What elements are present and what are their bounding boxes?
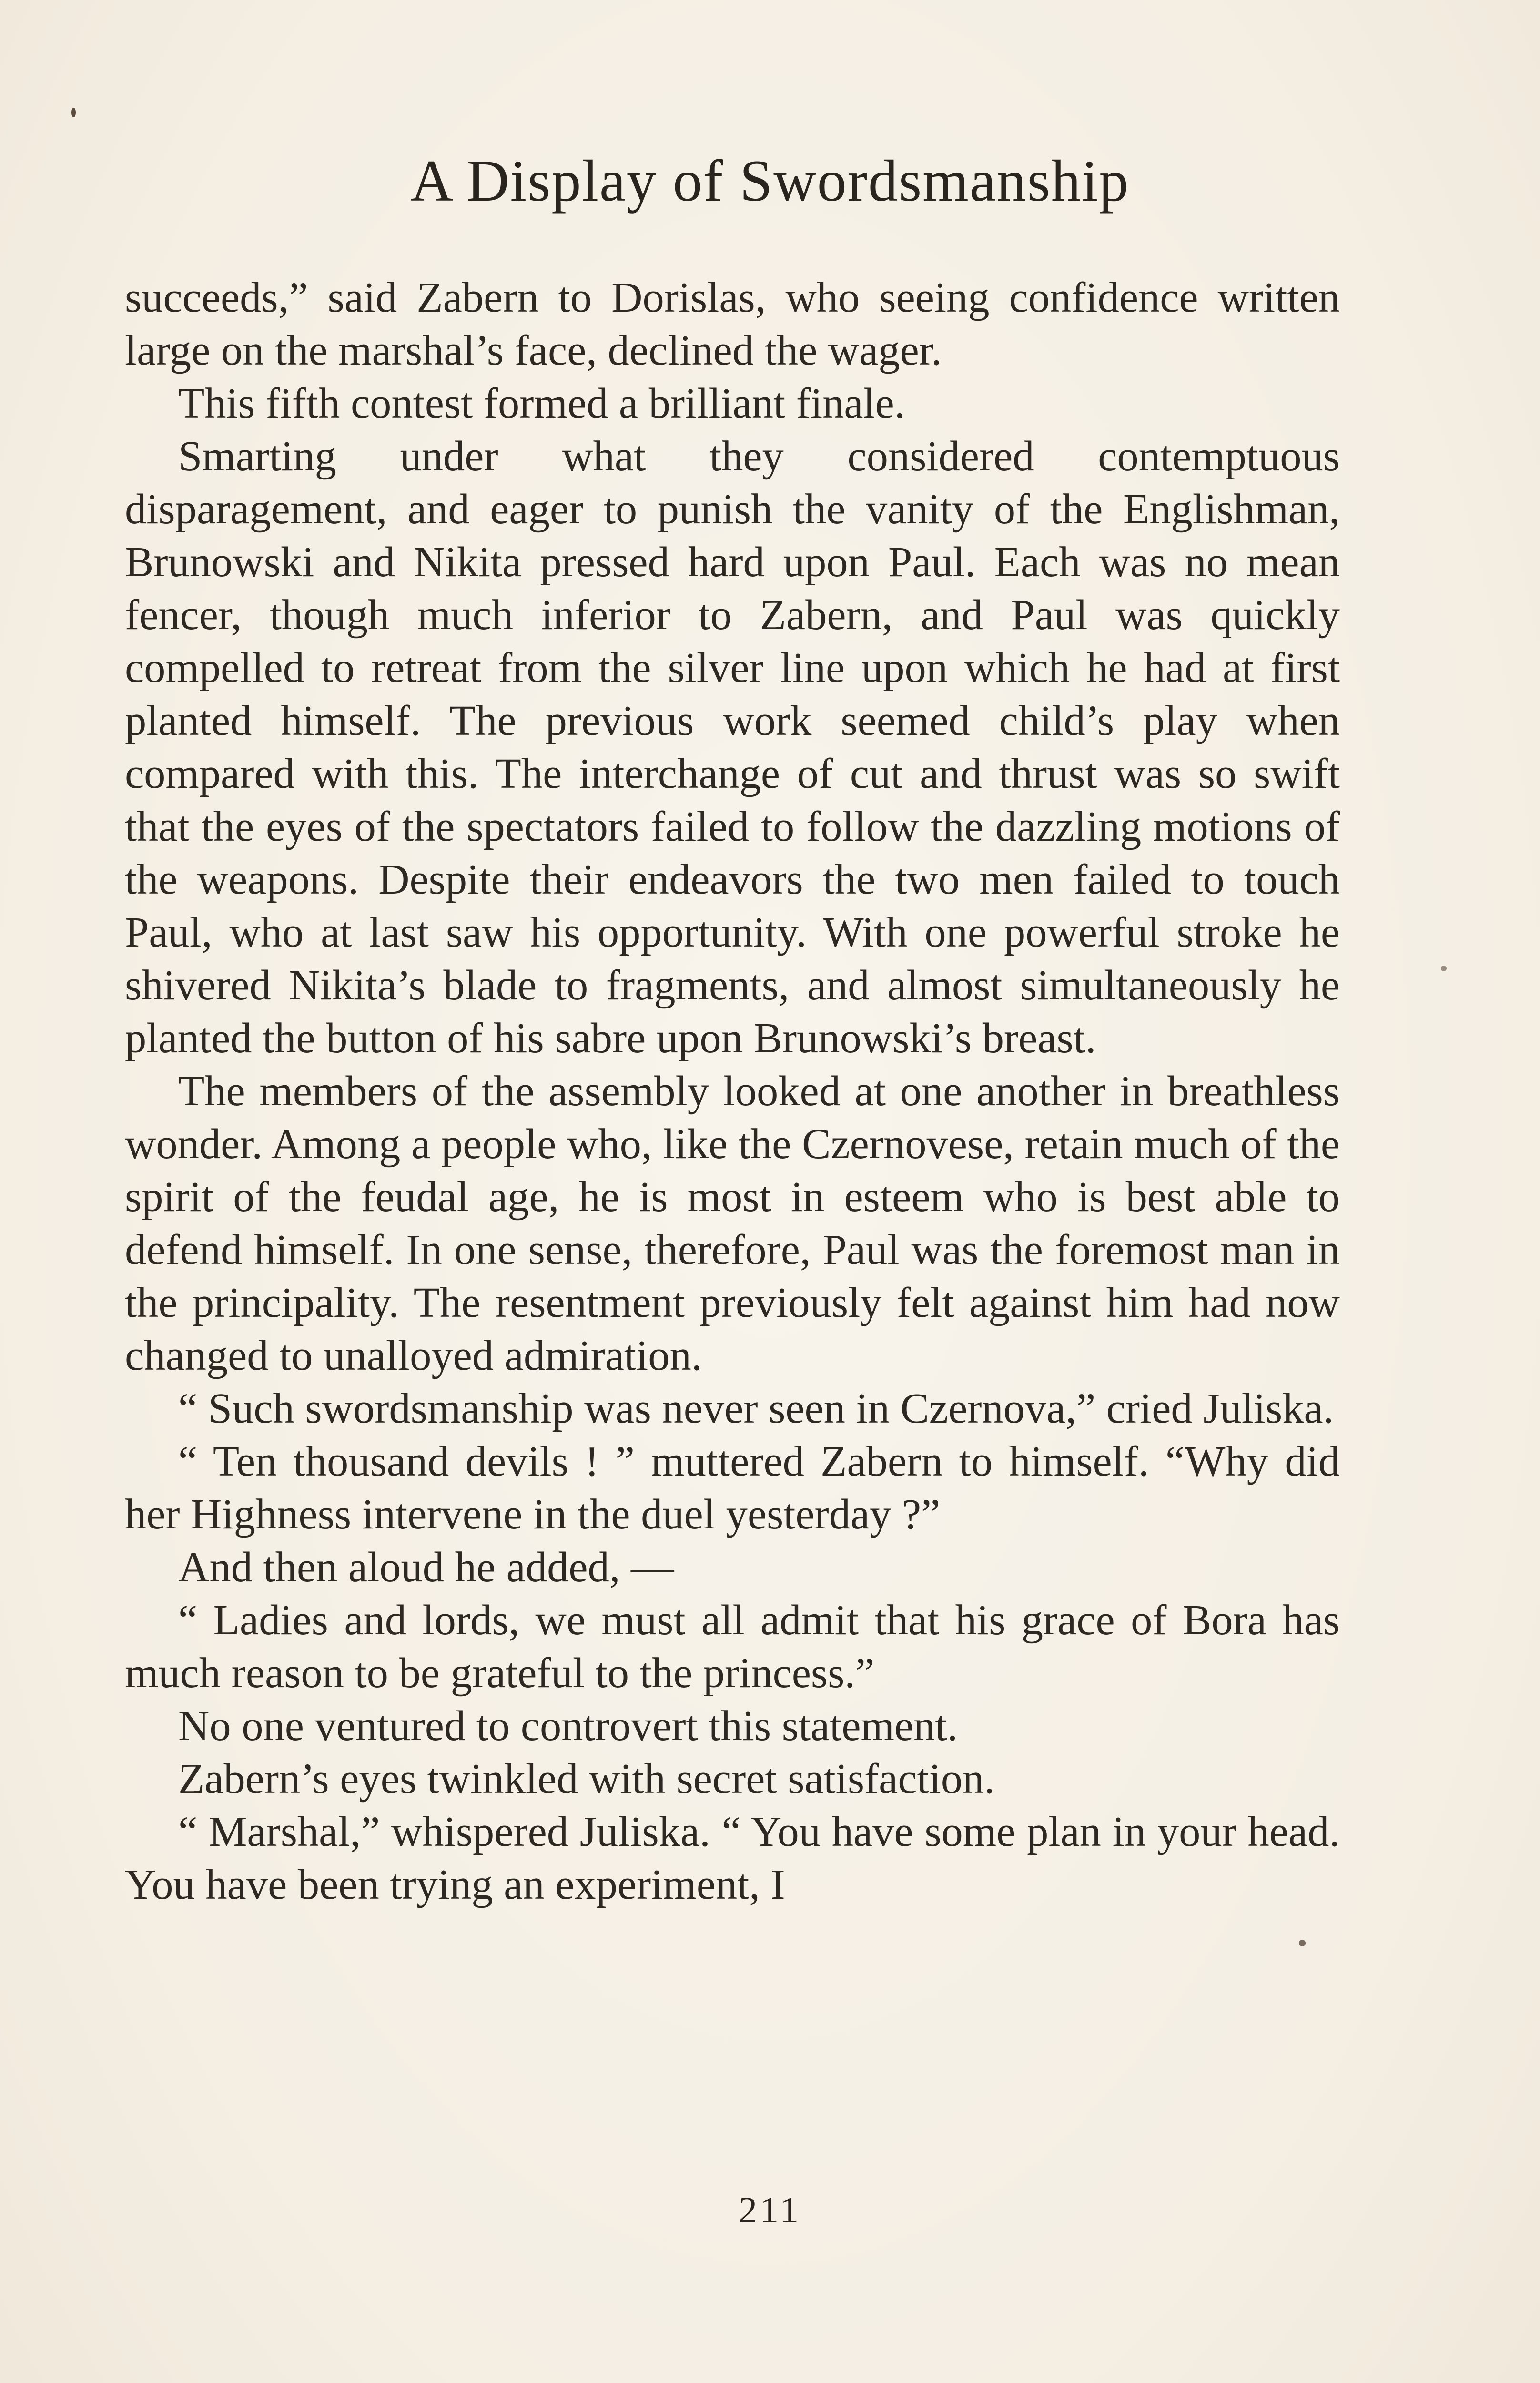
paragraph: Zabern’s eyes twinkled with secret satisfaction. — [178, 1754, 995, 1803]
paragraph: No one ventured to controvert this statement. — [178, 1701, 958, 1750]
body-text — [125, 271, 1340, 1911]
paragraph: This fifth contest formed a brilliant finale. — [178, 379, 905, 427]
page-number: 211 — [738, 2189, 802, 2230]
paragraph: “ Ladies and lords, we must all admit that his grace of Bora has much reason to be grateful to the princess.” — [125, 1596, 1340, 1697]
paragraph: succeeds,” said Zabern to Dorislas, who seeing confidence written large on the marshal’s face, declined the wager. — [125, 273, 1340, 374]
paragraph: And then aloud he added, — — [178, 1543, 674, 1591]
ink-speck — [71, 108, 76, 117]
paragraph: “ Ten thousand devils ! ” muttered Zabern to himself. “Why did her Highness intervene in the duel yesterday ?” — [125, 1437, 1340, 1538]
paragraph: Smarting under what they considered contemptuous disparagement, and eager to punish the vanity of the Englishman, Brunowski and Nikita pressed hard upon Paul. Each was no mean fencer, though much inferior to Zabern, and Paul was quickly compelled to retreat from the silver line upon which he had at first planted himself. The previous work seemed child’s play when compared with this. The interchange of cut and thrust was so swift that the eyes of the spectators failed to follow the dazzling motions of the weapons. Despite their endeavors the two men failed to touch Paul, who at last saw his opportunity. With one powerful stroke he shivered Nikita’s blade to fragments, and almost simultaneously he planted the button of his sabre upon Brunowski’s breast. — [125, 432, 1340, 1062]
running-head: A Display of Swordsmanship — [410, 148, 1130, 214]
ink-speck — [1299, 1940, 1306, 1946]
ink-speck — [1441, 966, 1447, 971]
paragraph: The members of the assembly looked at one another in breathless wonder. Among a people who, like the Czernovese, retain much of the spirit of the feudal age, he is most in esteem who is best able to defend himself. In one sense, therefore, Paul was the foremost man in the principality. The resentment previously felt against him had now changed to unalloyed admiration. — [125, 1067, 1340, 1379]
paragraph: “ Marshal,” whispered Juliska. “ You have some plan in your head. You have been trying an experiment, I — [125, 1807, 1340, 1908]
paragraph: “ Such swordsmanship was never seen in Czernova,” cried Juliska. — [178, 1384, 1334, 1432]
